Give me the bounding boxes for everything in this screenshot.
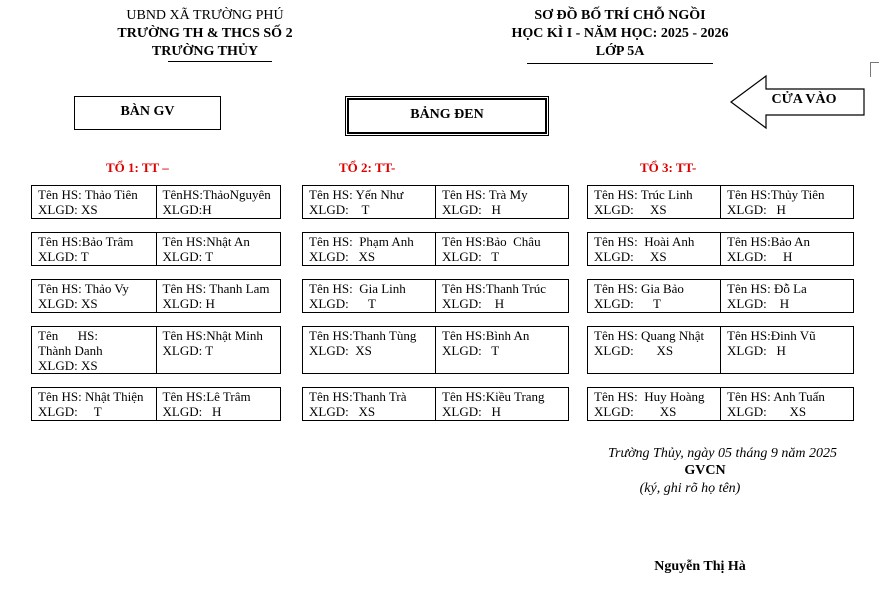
desk-g1-r3 [31, 279, 281, 313]
student-grade: XLGD: T [309, 296, 376, 311]
desk-g3-r5 [587, 387, 854, 421]
student-name: Tên HS:Nhật Minh [162, 328, 263, 343]
school-branch: TRƯỜNG THỦY [151, 44, 259, 59]
student-cell [157, 327, 281, 373]
student-cell [588, 327, 721, 373]
desk-g2-r5 [302, 387, 569, 421]
student-grade: XLGD: XS [38, 202, 98, 217]
document-title: SƠ ĐỒ BỐ TRÍ CHỖ NGỒI [534, 8, 706, 23]
student-grade: XLGD: XS [309, 249, 376, 264]
signer-role: GVCN [684, 463, 726, 478]
school-name: TRƯỜNG TH & THCS SỐ 2 [117, 26, 293, 41]
signer-name: Nguyễn Thị Hà [654, 559, 746, 574]
student-name: Tên HS:Bảo Châu [442, 234, 541, 249]
teacher-desk: BÀN GV [74, 96, 221, 130]
student-grade: XLGD: T [309, 202, 370, 217]
student-name: Tên HS: Thanh Lam [162, 281, 270, 296]
student-cell [32, 327, 157, 373]
student-name: Tên HS:Nhật An [162, 234, 250, 249]
desk-g3-r4 [587, 326, 854, 374]
student-grade: XLGD: H [442, 296, 505, 311]
student-cell [588, 186, 721, 218]
student-cell [157, 280, 281, 312]
student-name: Tên HS:Thanh Trà [309, 389, 407, 404]
student-name: Tên HS: Đỗ La [727, 281, 807, 296]
student-grade: XLGD: XS [309, 404, 376, 419]
desk-g3-r1 [587, 185, 854, 219]
student-grade: XLGD: XS [309, 343, 372, 358]
student-grade: XLGD: XS [594, 202, 667, 217]
desk-g1-r5 [31, 387, 281, 421]
student-grade: XLGD: H [162, 296, 215, 311]
student-grade: XLGD: XS [727, 404, 807, 419]
student-grade: XLGD: T [38, 249, 89, 264]
student-name: Tên HS:Lê Trâm [162, 389, 251, 404]
student-cell [588, 233, 721, 265]
student-name: Tên HS:Thủy Tiên [727, 187, 825, 202]
student-cell [721, 280, 853, 312]
student-name: Tên HS: Phạm Anh [309, 234, 414, 249]
student-grade: XLGD: H [727, 249, 793, 264]
door-label: CỬA VÀO [771, 92, 837, 107]
student-cell [436, 388, 568, 420]
student-grade: XLGD: T [594, 296, 661, 311]
student-grade: XLGD: T [442, 249, 500, 264]
group-2-title: TỔ 2: TT- [339, 160, 396, 175]
student-grade: XLGD: H [727, 343, 786, 358]
student-name: Tên HS:Thanh Tùng [309, 328, 417, 343]
student-grade: XLGD: H [442, 404, 501, 419]
student-grade: XLGD: H [727, 202, 786, 217]
student-name: Tên HS: Thảo Vy [38, 281, 129, 296]
student-grade: XLGD: H [727, 296, 790, 311]
student-name: Tên HS: Thảo Tiên [38, 187, 138, 202]
student-name: Tên HS:Bảo Trâm [38, 234, 134, 249]
student-grade: XLGD: XS [594, 404, 677, 419]
text-boundary-mark [870, 62, 879, 77]
student-grade: XLGD: T [162, 249, 214, 264]
desk-g2-r4 [302, 326, 569, 374]
student-name: Tên HS: Huy Hoàng [594, 389, 705, 404]
desk-g1-r4 [31, 326, 281, 374]
student-grade: XLGD: XS [594, 249, 667, 264]
blackboard: BẢNG ĐEN [347, 98, 547, 134]
student-cell [32, 388, 157, 420]
student-grade: XLGD: H [442, 202, 501, 217]
student-name: Tên HS: Trà My [442, 187, 528, 202]
student-cell [721, 186, 853, 218]
student-name: Tên HS:Đinh Vũ [727, 328, 816, 343]
student-name: Tên HS:Bình An [442, 328, 530, 343]
header-right-underline [527, 63, 713, 64]
desk-g2-r3 [302, 279, 569, 313]
student-name: Tên HS: Trúc Linh [594, 187, 693, 202]
student-cell [32, 233, 157, 265]
student-cell [303, 186, 436, 218]
student-name: Tên HS: Gia Linh [309, 281, 406, 296]
desk-g3-r2 [587, 232, 854, 266]
document-title-block [490, 7, 750, 61]
student-cell [303, 388, 436, 420]
student-cell [157, 233, 281, 265]
student-name: Tên HS: Anh Tuấn [727, 389, 825, 404]
student-grade: XLGD: T [38, 404, 102, 419]
desk-g2-r2 [302, 232, 569, 266]
student-cell [436, 327, 568, 373]
group-1-title: TỔ 1: TT – [106, 160, 169, 175]
student-name: TênHS:ThảoNguyên [162, 187, 271, 202]
student-cell [721, 388, 853, 420]
student-grade: XLGD: H [162, 404, 222, 419]
student-cell [436, 233, 568, 265]
student-cell [32, 280, 157, 312]
student-grade: XLGD: T [162, 343, 214, 358]
student-cell [436, 186, 568, 218]
school-year: HỌC KÌ I - NĂM HỌC: 2025 - 2026 [511, 26, 729, 41]
student-cell [32, 186, 157, 218]
student-name: Tên HS:Thanh Trúc [442, 281, 546, 296]
student-name: Tên HS: Yến Như [309, 187, 404, 202]
student-name: Tên HS: Quang Nhật [594, 328, 705, 343]
student-name: Tên HS: Gia Bảo [594, 281, 684, 296]
student-cell [303, 233, 436, 265]
student-grade: XLGD: XS [594, 343, 674, 358]
student-grade: XLGD: XS [38, 358, 98, 373]
group-3-title: TỔ 3: TT- [640, 160, 697, 175]
student-name: Tên HS:Kiều Trang [442, 389, 545, 404]
desk-g2-r1 [302, 185, 569, 219]
student-cell [157, 388, 281, 420]
commune-name: UBND XÃ TRƯỜNG PHÚ [126, 8, 284, 23]
student-cell [721, 327, 853, 373]
student-cell [157, 186, 281, 218]
student-cell [721, 233, 853, 265]
place-date: Trường Thủy, ngày 05 tháng 9 năm 2025 [607, 446, 837, 461]
student-name: Tên HS: Nhật Thiện [38, 389, 144, 404]
door-arrow [730, 74, 866, 130]
desk-g1-r1 [31, 185, 281, 219]
student-cell [588, 388, 721, 420]
student-cell [588, 280, 721, 312]
signature-note: (ký, ghi rõ họ tên) [639, 481, 741, 496]
student-name: Tên HS: Hoài Anh [594, 234, 695, 249]
school-header [90, 7, 320, 61]
student-grade: XLGD: T [442, 343, 500, 358]
student-grade: XLGD: XS [38, 296, 98, 311]
student-grade: XLGD:H [162, 202, 212, 217]
student-cell [303, 280, 436, 312]
student-name: Tên HS: Thành Danh [38, 328, 118, 358]
class-name: LỚP 5A [595, 44, 645, 59]
student-name: Tên HS:Bảo An [727, 234, 811, 249]
student-cell [436, 280, 568, 312]
header-left-underline [168, 61, 272, 62]
desk-g3-r3 [587, 279, 854, 313]
student-cell [303, 327, 436, 373]
desk-g1-r2 [31, 232, 281, 266]
